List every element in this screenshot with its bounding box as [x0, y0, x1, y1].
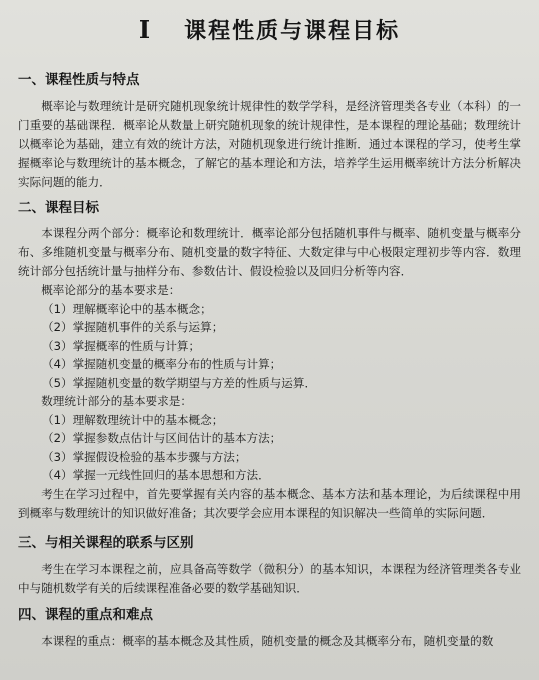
probability-requirement-item: （2）掌握随机事件的关系与运算；	[42, 320, 224, 334]
page-title	[18, 8, 521, 50]
statistics-requirement-item: （2）掌握参数点估计与区间估计的基本方法；	[42, 431, 282, 445]
section-heading-objectives: 二、课程目标	[18, 200, 99, 216]
section-heading-relations: 三、与相关课程的联系与区别	[18, 534, 194, 551]
chapter-numeral: I	[138, 14, 151, 44]
section-paragraph-relations: 考生在学习本课程之前，应具备高等数学（微积分）的基本知识，本课程为经济管理类各专业中与随机数学有关的后续课程准备必要的数学基础知识．	[18, 561, 521, 595]
section-heading-nature: 一、课程性质与特点	[18, 72, 140, 88]
statistics-requirement-item: （4）掌握一元线性回归的基本思想和方法．	[42, 468, 270, 482]
chapter-title: 课程性质与课程目标	[184, 18, 401, 44]
probability-requirements-label: 概率论部分的基本要求是：	[41, 283, 181, 297]
section-paragraph-nature: 概率论与数理统计是研究随机现象统计规律性的数学学科，是经济管理类各专业（本科）的一门重要的基础课程．概率论从数量上研究随机现象的统计规律性，是本课程的理论基础；数理统计以概率论为基础，建立有效的统计方法，对随机现象进行统计推断．通过本课程的学习，使考生掌握概率论与数理统计的基本概念，了解它的基本理论和方法，培养学生运用概率统计方法分析解决实际问题的能力．	[18, 99, 521, 189]
probability-requirement-item: （5）掌握随机变量的数学期望与方差的性质与运算．	[42, 375, 317, 390]
objectives-intro: 本课程分两个部分：概率论和数理统计．概率论部分包括随机事件与概率、随机变量与概率分布、多维随机变量与概率分布、随机变量的数字特征、大数定律与中心极限定理初步等内容．数理统计部分包括统计量与抽样分布、参数估计、假设检验以及回归分析等内容．	[18, 226, 521, 278]
section-heading-key-points: 四、课程的重点和难点	[18, 606, 153, 623]
objectives-closing: 考生在学习过程中，首先要掌握有关内容的基本概念、基本方法和基本理论，为后续课程中用到概率与数理统计的知识做好准备；其次要学会应用本课程的知识解决一些简单的实际问题．	[18, 486, 521, 520]
section-paragraph-key-points: 本课程的重点：概率的基本概念及其性质，随机变量的概念及其概率分布，随机变量的数	[41, 633, 494, 648]
probability-requirement-item: （1）理解概率论中的基本概念；	[42, 301, 212, 316]
probability-requirement-item: （3）掌握概率的性质与计算；	[42, 338, 201, 353]
probability-requirement-item: （4）掌握随机变量的概率分布的性质与计算；	[42, 357, 282, 371]
statistics-requirement-item: （3）掌握假设检验的基本步骤与方法；	[42, 449, 247, 464]
statistics-requirement-item: （1）理解数理统计中的基本概念；	[42, 412, 224, 427]
statistics-requirements-label: 数理统计部分的基本要求是：	[41, 394, 192, 408]
